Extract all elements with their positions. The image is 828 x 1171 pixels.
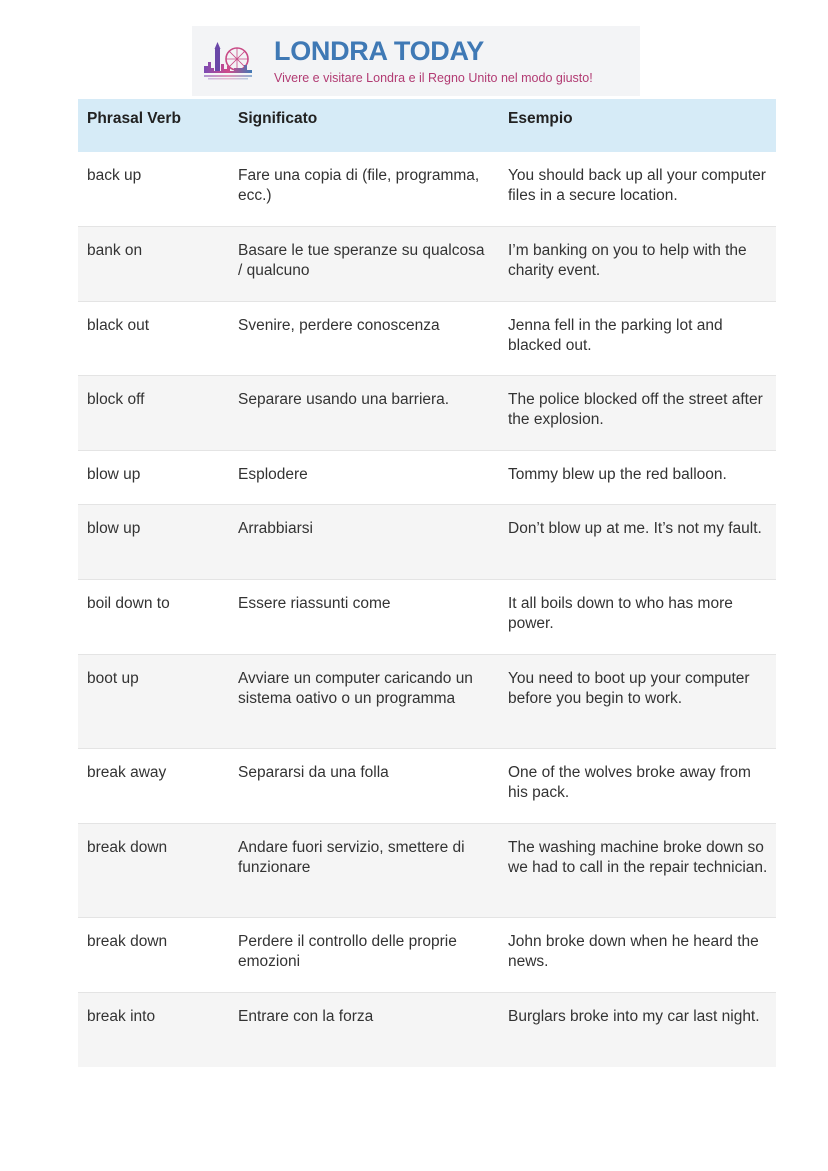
meaning-cell: Avviare un computer caricando un sistema oativo o un programma [238, 670, 473, 707]
verb-cell: break down [87, 933, 168, 950]
example-cell: The washing machine broke down so we had to call in the repair technician. [508, 839, 768, 876]
meaning-cell: Separare usando una barriera. [238, 391, 450, 408]
header-significato: Significato [238, 110, 318, 127]
table-row [78, 580, 776, 655]
table-row [78, 152, 776, 227]
example-cell: You should back up all your computer files in a secure location. [508, 167, 766, 204]
meaning-cell: Perdere il controllo delle proprie emozioni [238, 933, 457, 970]
verb-cell: break away [87, 764, 167, 781]
meaning-cell: Andare fuori servizio, smettere di funzionare [238, 839, 465, 876]
table-row [78, 302, 776, 376]
table-row [78, 918, 776, 993]
example-cell: One of the wolves broke away from his pack. [508, 764, 751, 801]
verb-cell: blow up [87, 520, 141, 537]
verb-cell: black out [87, 317, 150, 334]
brand-subtitle: Vivere e visitare Londra e il Regno Unito nel modo giusto! [274, 71, 593, 85]
table-row [78, 993, 776, 1067]
table-header-row [78, 99, 776, 152]
example-cell: I’m banking on you to help with the charity event. [508, 242, 747, 279]
header-esempio: Esempio [508, 110, 573, 127]
example-cell: Jenna fell in the parking lot and blacked out. [508, 317, 723, 354]
meaning-cell: Basare le tue speranze su qualcosa / qualcuno [238, 242, 485, 279]
verb-cell: break into [87, 1008, 156, 1025]
table-row [78, 505, 776, 580]
meaning-cell: Svenire, perdere conoscenza [238, 317, 440, 334]
table-row [78, 451, 776, 505]
table-row [78, 749, 776, 824]
example-cell: The police blocked off the street after the explosion. [508, 391, 763, 428]
verb-cell: boot up [87, 670, 139, 687]
meaning-cell: Fare una copia di (file, programma, ecc.) [238, 167, 480, 204]
example-cell: It all boils down to who has more power. [508, 595, 733, 632]
site-banner [192, 26, 640, 96]
example-cell: Burglars broke into my car last night. [508, 1008, 760, 1025]
phrasal-verbs-table [78, 99, 776, 1067]
example-cell: Don’t blow up at me. It’s not my fault. [508, 520, 762, 537]
verb-cell: break down [87, 839, 168, 856]
meaning-cell: Arrabbiarsi [238, 520, 313, 537]
brand [274, 36, 593, 86]
meaning-cell: Separarsi da una folla [238, 764, 389, 781]
meaning-cell: Entrare con la forza [238, 1008, 374, 1025]
verb-cell: block off [87, 391, 145, 408]
meaning-cell: Esplodere [238, 466, 308, 483]
verb-cell: blow up [87, 466, 141, 483]
verb-cell: back up [87, 167, 142, 184]
brand-title: LONDRA TODAY [274, 36, 484, 66]
example-cell: John broke down when he heard the news. [508, 933, 759, 970]
verb-cell: boil down to [87, 595, 170, 612]
header-phrasal-verb: Phrasal Verb [87, 110, 181, 127]
example-cell: You need to boot up your computer before you begin to work. [508, 670, 750, 707]
meaning-cell: Essere riassunti come [238, 595, 391, 612]
verb-cell: bank on [87, 242, 143, 259]
table-row [78, 376, 776, 451]
table-row [78, 655, 776, 749]
example-cell: Tommy blew up the red balloon. [508, 466, 727, 483]
london-skyline-icon [200, 33, 256, 89]
table-row [78, 227, 776, 302]
table-row [78, 824, 776, 918]
